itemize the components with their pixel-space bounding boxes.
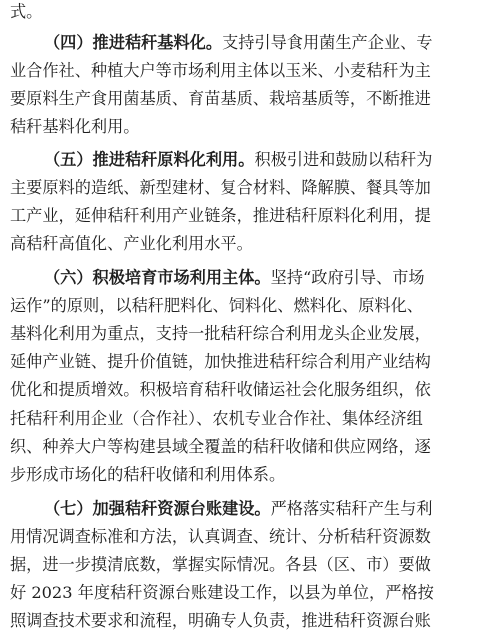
line-text: 据，进一步摸清底数，掌握实际情况。各县（区、市）要做 [10,555,431,574]
text-line [0,437,480,457]
text-line [0,583,480,603]
line-text: 秸秆基料化利用。 [10,117,140,136]
line-text: 式。 [10,2,43,21]
section-heading: （六）积极培育市场利用主体。 [44,268,271,287]
text-line [0,465,480,485]
section-heading: （七）加强秸秆资源台账建设。 [44,499,271,518]
line-text: 优化和提质增效。积极培育秸秆收储运社会化服务组织，依 [10,380,431,399]
section-heading: （五）推进秸秆原料化利用。 [44,150,255,169]
text-line [0,2,480,22]
line-text: 高秸秆高值化、产业化利用水平。 [10,234,253,253]
text-line [0,296,480,316]
line-text: 积极引进和鼓励以秸秆为 [254,150,433,169]
text-line [0,352,480,372]
text-line [0,206,480,226]
paragraph-first-line [0,150,480,170]
line-text: 好 2023 年度秸秆资源台账建设工作，以县为单位，严格按 [10,583,434,602]
line-text: 步形成市场化的秸秆收储和利用体系。 [10,465,286,484]
text-line [0,409,480,429]
text-line [0,178,480,198]
line-text: 托秸秆利用企业（合作社）、农机专业合作社、集体经济组 [10,409,423,428]
line-text: 运作”的原则，以秸秆肥料化、饲料化、燃料化、原料化、 [10,296,423,315]
line-text: 织、种养大户等构建县域全覆盖的秸秆收储和供应网络，逐 [10,437,431,456]
line-text: 主要原料的造纸、新型建材、复合材料、降解膜、餐具等加 [10,178,431,197]
line-text: 照调查技术要求和流程，明确专人负责，推进秸秆资源台账 [10,611,431,630]
paragraph-first-line [0,33,480,53]
text-line [0,380,480,400]
line-text: 支持引导食用菌生产企业、专 [222,33,433,52]
text-line [0,555,480,575]
line-text: 工产业，延伸秸秆利用产业链条，推进秸秆原料化利用，提 [10,206,431,225]
line-text: 严格落实秸秆产生与利 [270,499,433,518]
text-line [0,117,480,137]
line-text: 用情况调查标准和方法，认真调查、统计、分析秸秆资源数 [10,527,431,546]
text-line [0,61,480,81]
paragraph-first-line [0,499,480,519]
text-line [0,89,480,109]
section-heading: （四）推进秸秆基料化。 [44,33,223,52]
line-text: 基料化利用为重点，支持一批秸秆综合利用龙头企业发展， [10,324,431,343]
paragraph-first-line [0,268,480,288]
line-text: 延伸产业链、提升价值链，加快推进秸秆综合利用产业结构 [10,352,431,371]
text-line [0,527,480,547]
text-line [0,611,480,631]
line-text: 要原料生产食用菌基质、育苗基质、栽培基质等，不断推进 [10,89,431,108]
text-line [0,324,480,344]
line-text: 坚持“政府引导、市场 [270,268,425,287]
text-line [0,234,480,254]
line-text: 业合作社、种植大户等市场利用主体以玉米、小麦秸秆为主 [10,61,431,80]
